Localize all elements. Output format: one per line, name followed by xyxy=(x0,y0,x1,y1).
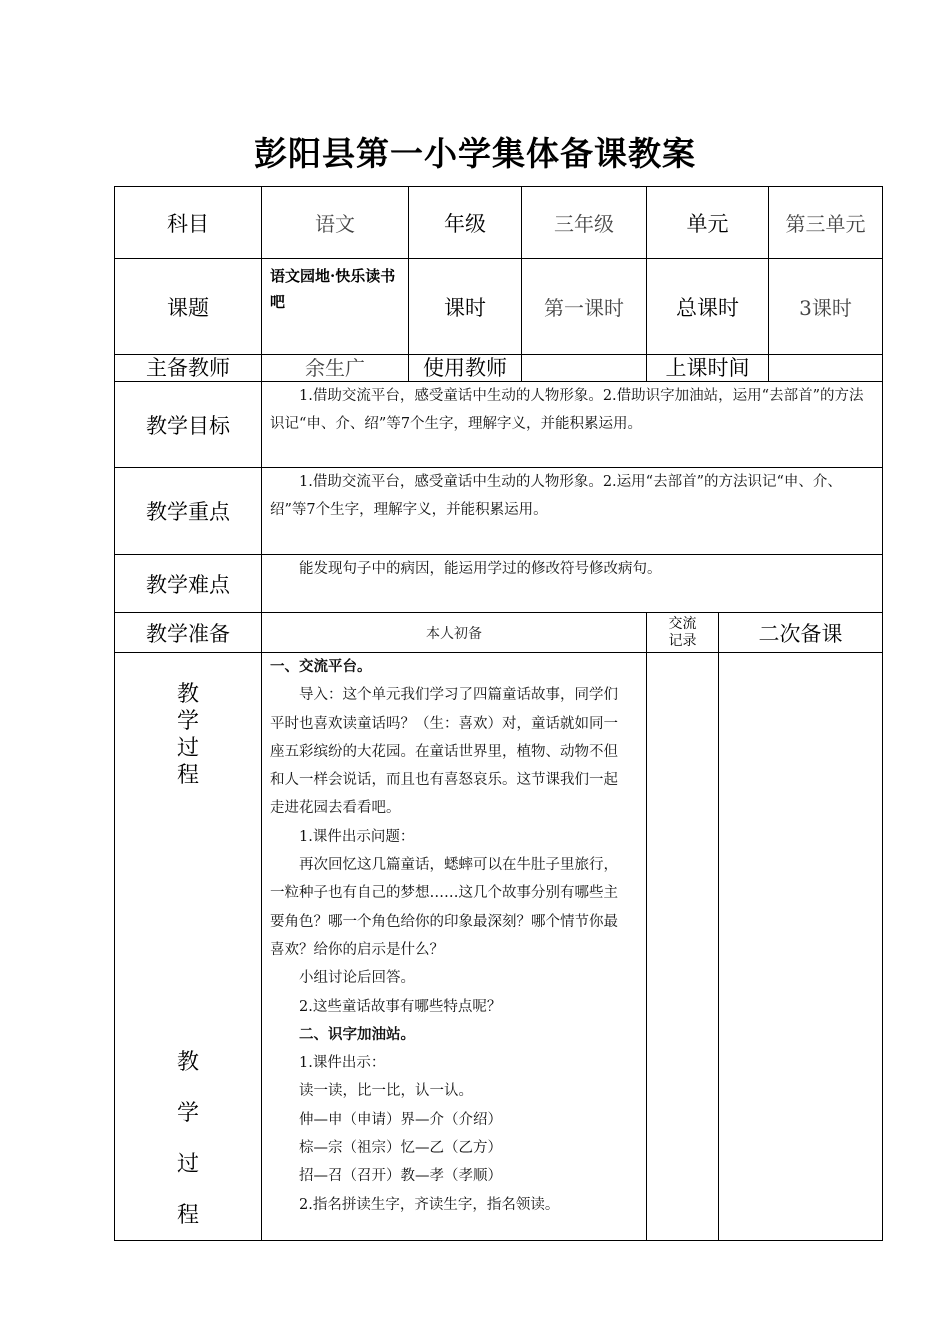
process-line: 小组讨论后回答。 xyxy=(299,970,415,987)
process-line: 棕—宗（祖宗）忆—乙（乙方） xyxy=(299,1140,502,1157)
objectives-label: 教学目标 xyxy=(115,382,262,468)
main-teacher-label: 主备教师 xyxy=(115,355,262,382)
process-label-cell xyxy=(115,653,262,1241)
process-line: 1.课件出示问题： xyxy=(299,828,415,845)
exchange-record-cell xyxy=(647,653,719,1241)
exchange-record-header xyxy=(647,613,719,653)
objectives-row xyxy=(115,382,883,468)
process-line: 招—召（召开）教—孝（孝顺） xyxy=(299,1168,502,1185)
period-label: 课时 xyxy=(409,259,522,355)
process-line: 二、识字加油站。 xyxy=(299,1025,415,1043)
difficulties-paragraph: 能发现句子中的病因，能运用学过的修改符号修改病句。 xyxy=(299,561,662,577)
total-period-label: 总课时 xyxy=(647,259,769,355)
topic-label: 课题 xyxy=(115,259,262,355)
process-line: 要角色？哪一个角色给你的印象最深刻？哪个情节你最 xyxy=(270,913,618,930)
process-label-char: 教 xyxy=(176,682,199,707)
key-points-label: 教学重点 xyxy=(115,468,262,555)
topic-value: 语文园地·快乐读书吧 xyxy=(262,259,409,355)
preparation-row xyxy=(115,613,883,653)
exchange-line-2: 记录 xyxy=(668,632,697,649)
unit-label: 单元 xyxy=(647,187,769,259)
info-row-3 xyxy=(115,355,883,382)
subject-value: 语文 xyxy=(262,187,409,259)
process-line: 喜欢？给你的启示是什么？ xyxy=(270,941,444,958)
process-line: 1.课件出示： xyxy=(299,1055,386,1072)
second-prep-cell xyxy=(719,653,883,1241)
second-prep-header: 二次备课 xyxy=(719,613,883,653)
process-line: 读一读，比一比，认一认。 xyxy=(299,1083,473,1100)
exchange-line-1: 交流 xyxy=(668,615,697,632)
main-teacher-value: 余生广 xyxy=(262,355,409,382)
process-line: 再次回忆这几篇童话，蟋蟀可以在牛肚子里旅行， xyxy=(299,857,618,874)
process-line: 平时也喜欢读童话吗？（生：喜欢）对，童话就如同一 xyxy=(270,715,618,732)
total-period-value: 3课时 xyxy=(769,259,883,355)
class-time-label: 上课时间 xyxy=(647,355,769,382)
subject-label: 科目 xyxy=(115,187,262,259)
process-line: 一、交流平台。 xyxy=(270,658,372,675)
own-prep-header: 本人初备 xyxy=(262,613,647,653)
process-line: 座五彩缤纷的大花园。在童话世界里，植物、动物不但 xyxy=(270,743,618,760)
unit-value: 第三单元 xyxy=(769,187,883,259)
process-label-char: 过 xyxy=(176,1152,199,1177)
process-line: 一粒种子也有自己的梦想……这几个故事分别有哪些主 xyxy=(270,885,618,902)
key-points-text xyxy=(262,468,883,555)
process-label-char: 过 xyxy=(176,736,199,761)
process-label-char: 教 xyxy=(176,1050,199,1075)
info-row-1 xyxy=(115,187,883,259)
objectives-text xyxy=(262,382,883,468)
process-label-top xyxy=(115,681,261,789)
process-label-char: 学 xyxy=(176,709,199,734)
process-line: 和人一样会说话，而且也有喜怒哀乐。这节课我们一起 xyxy=(270,772,618,789)
process-label-char: 程 xyxy=(176,1203,199,1228)
process-line: 导入：这个单元我们学习了四篇童话故事，同学们 xyxy=(299,687,618,704)
process-label-bottom xyxy=(115,1037,261,1241)
grade-value: 三年级 xyxy=(522,187,647,259)
process-line: 伸—申（申请）界—介（介绍） xyxy=(299,1111,502,1128)
process-label-char: 学 xyxy=(176,1101,199,1126)
difficulties-row xyxy=(115,555,883,613)
key-points-paragraph: 1.借助交流平台，感受童话中生动的人物形象。2.运用“去部首”的方法识记“申、介、绍”等7个生字，理解字义，并能积累运用。 xyxy=(270,474,842,518)
class-time-value xyxy=(769,355,883,382)
difficulties-label: 教学难点 xyxy=(115,555,262,613)
process-label-char: 程 xyxy=(176,763,199,788)
period-value: 第一课时 xyxy=(522,259,647,355)
process-content xyxy=(262,653,647,1241)
lesson-plan-table xyxy=(114,186,883,1241)
using-teacher-label: 使用教师 xyxy=(409,355,522,382)
process-line: 走进花园去看看吧。 xyxy=(270,800,401,817)
info-row-2 xyxy=(115,259,883,355)
difficulties-text xyxy=(262,555,883,613)
key-points-row xyxy=(115,468,883,555)
page-title: 彭阳县第一小学集体备课教案 xyxy=(254,134,696,173)
using-teacher-value xyxy=(522,355,647,382)
process-line: 2.指名拼读生字，齐读生字，指名领读。 xyxy=(299,1196,560,1213)
objectives-paragraph: 1.借助交流平台，感受童话中生动的人物形象。2.借助识字加油站，运用“去部首”的方法识记“申、介、绍”等7个生字，理解字义，并能积累运用。 xyxy=(270,388,864,432)
grade-label: 年级 xyxy=(409,187,522,259)
preparation-label: 教学准备 xyxy=(115,613,262,653)
process-line: 2.这些童话故事有哪些特点呢？ xyxy=(299,998,502,1015)
process-row xyxy=(115,653,883,1241)
